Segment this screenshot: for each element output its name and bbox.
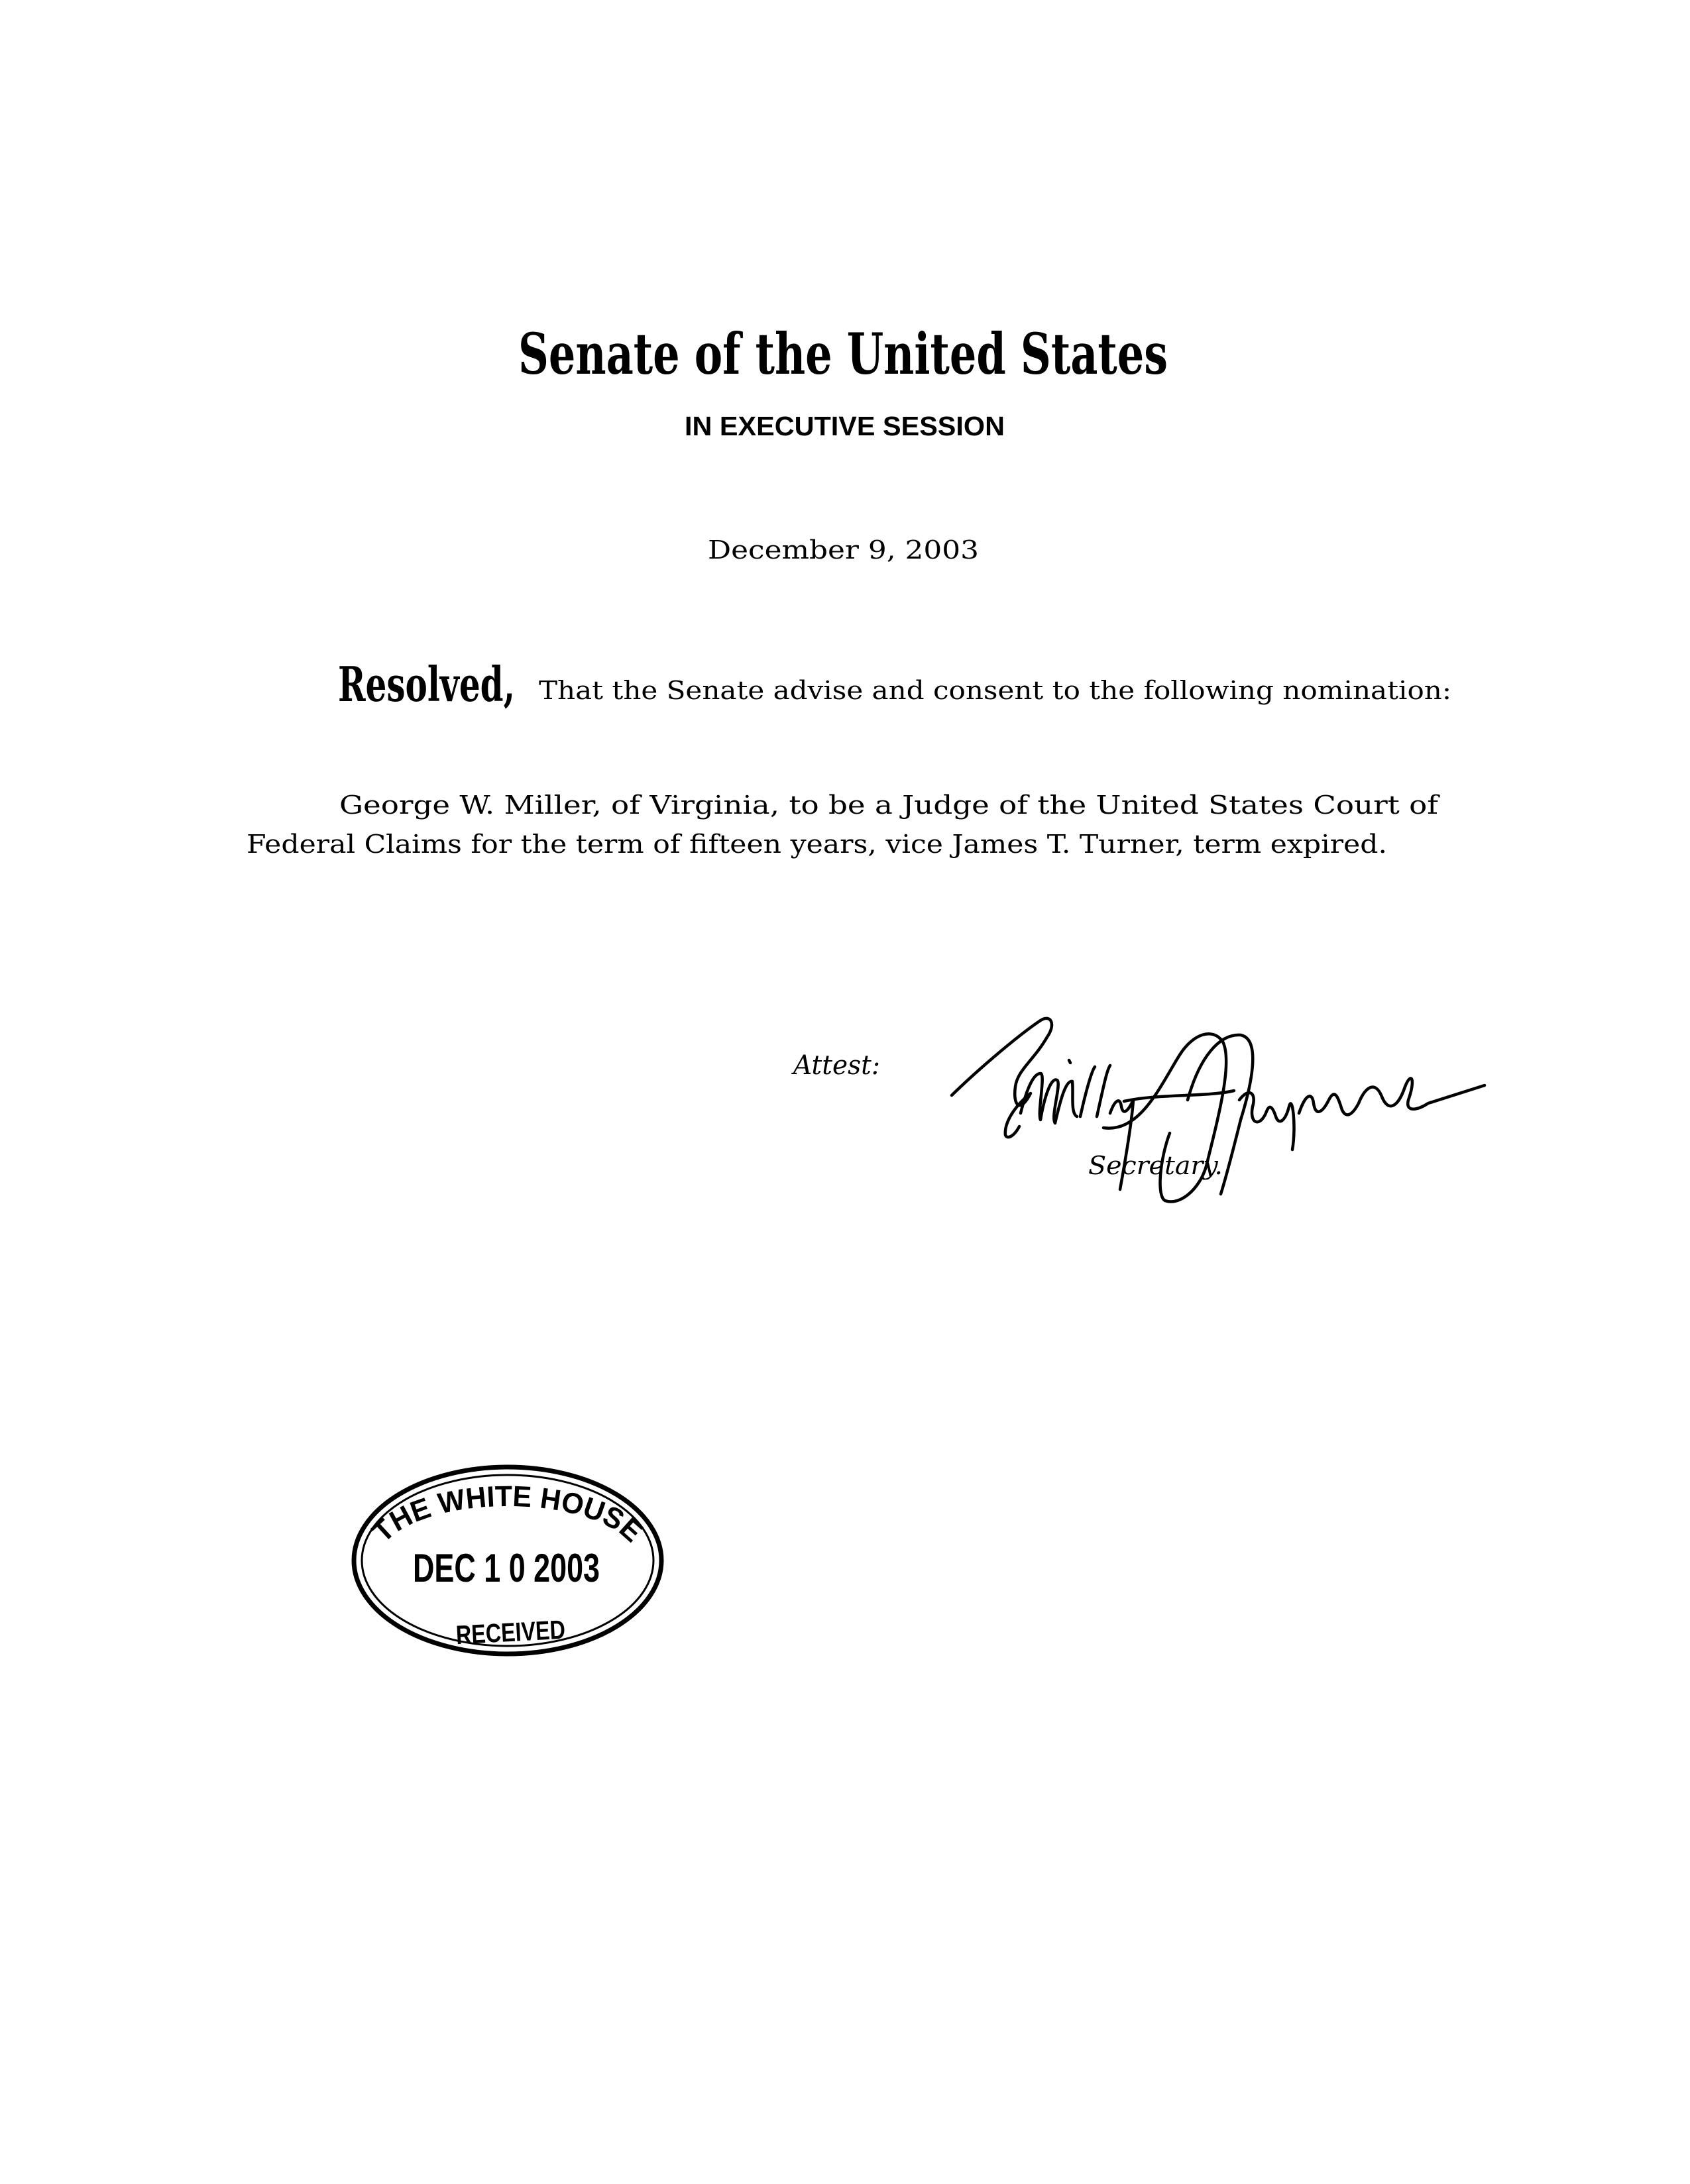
signature-stroke <box>1124 1091 1234 1101</box>
signature-stroke <box>1239 1093 1294 1150</box>
session-subtitle: IN EXECUTIVE SESSION <box>685 411 1005 441</box>
signature-stroke <box>1069 1060 1070 1063</box>
signature-stroke <box>952 1018 1052 1137</box>
signature-stroke <box>1299 1078 1485 1115</box>
resolved-heading: Resolved, <box>338 656 515 712</box>
senate-title: Senate of the United States <box>518 321 1168 388</box>
resolution-date: December 9, 2003 <box>708 535 979 565</box>
attest-label: Attest: <box>793 1050 880 1081</box>
stamp-top-label: THE WHITE HOUSE <box>366 1480 649 1549</box>
stamp-date: DEC 1 0 2003 <box>413 1546 600 1590</box>
nomination-line: George W. Miller, of Virginia, to be a Judge of the United States Court of <box>339 791 1438 820</box>
secretary-title: Secretary. <box>1088 1151 1223 1180</box>
white-house-received-stamp <box>345 1458 676 1663</box>
stamp-bottom-label: RECEIVED <box>455 1613 592 1651</box>
nomination-line: Federal Claims for the term of fifteen years, vice James T. Turner, term expired. <box>247 830 1387 859</box>
resolution-text: That the Senate advise and consent to the following nomination: <box>539 676 1451 705</box>
